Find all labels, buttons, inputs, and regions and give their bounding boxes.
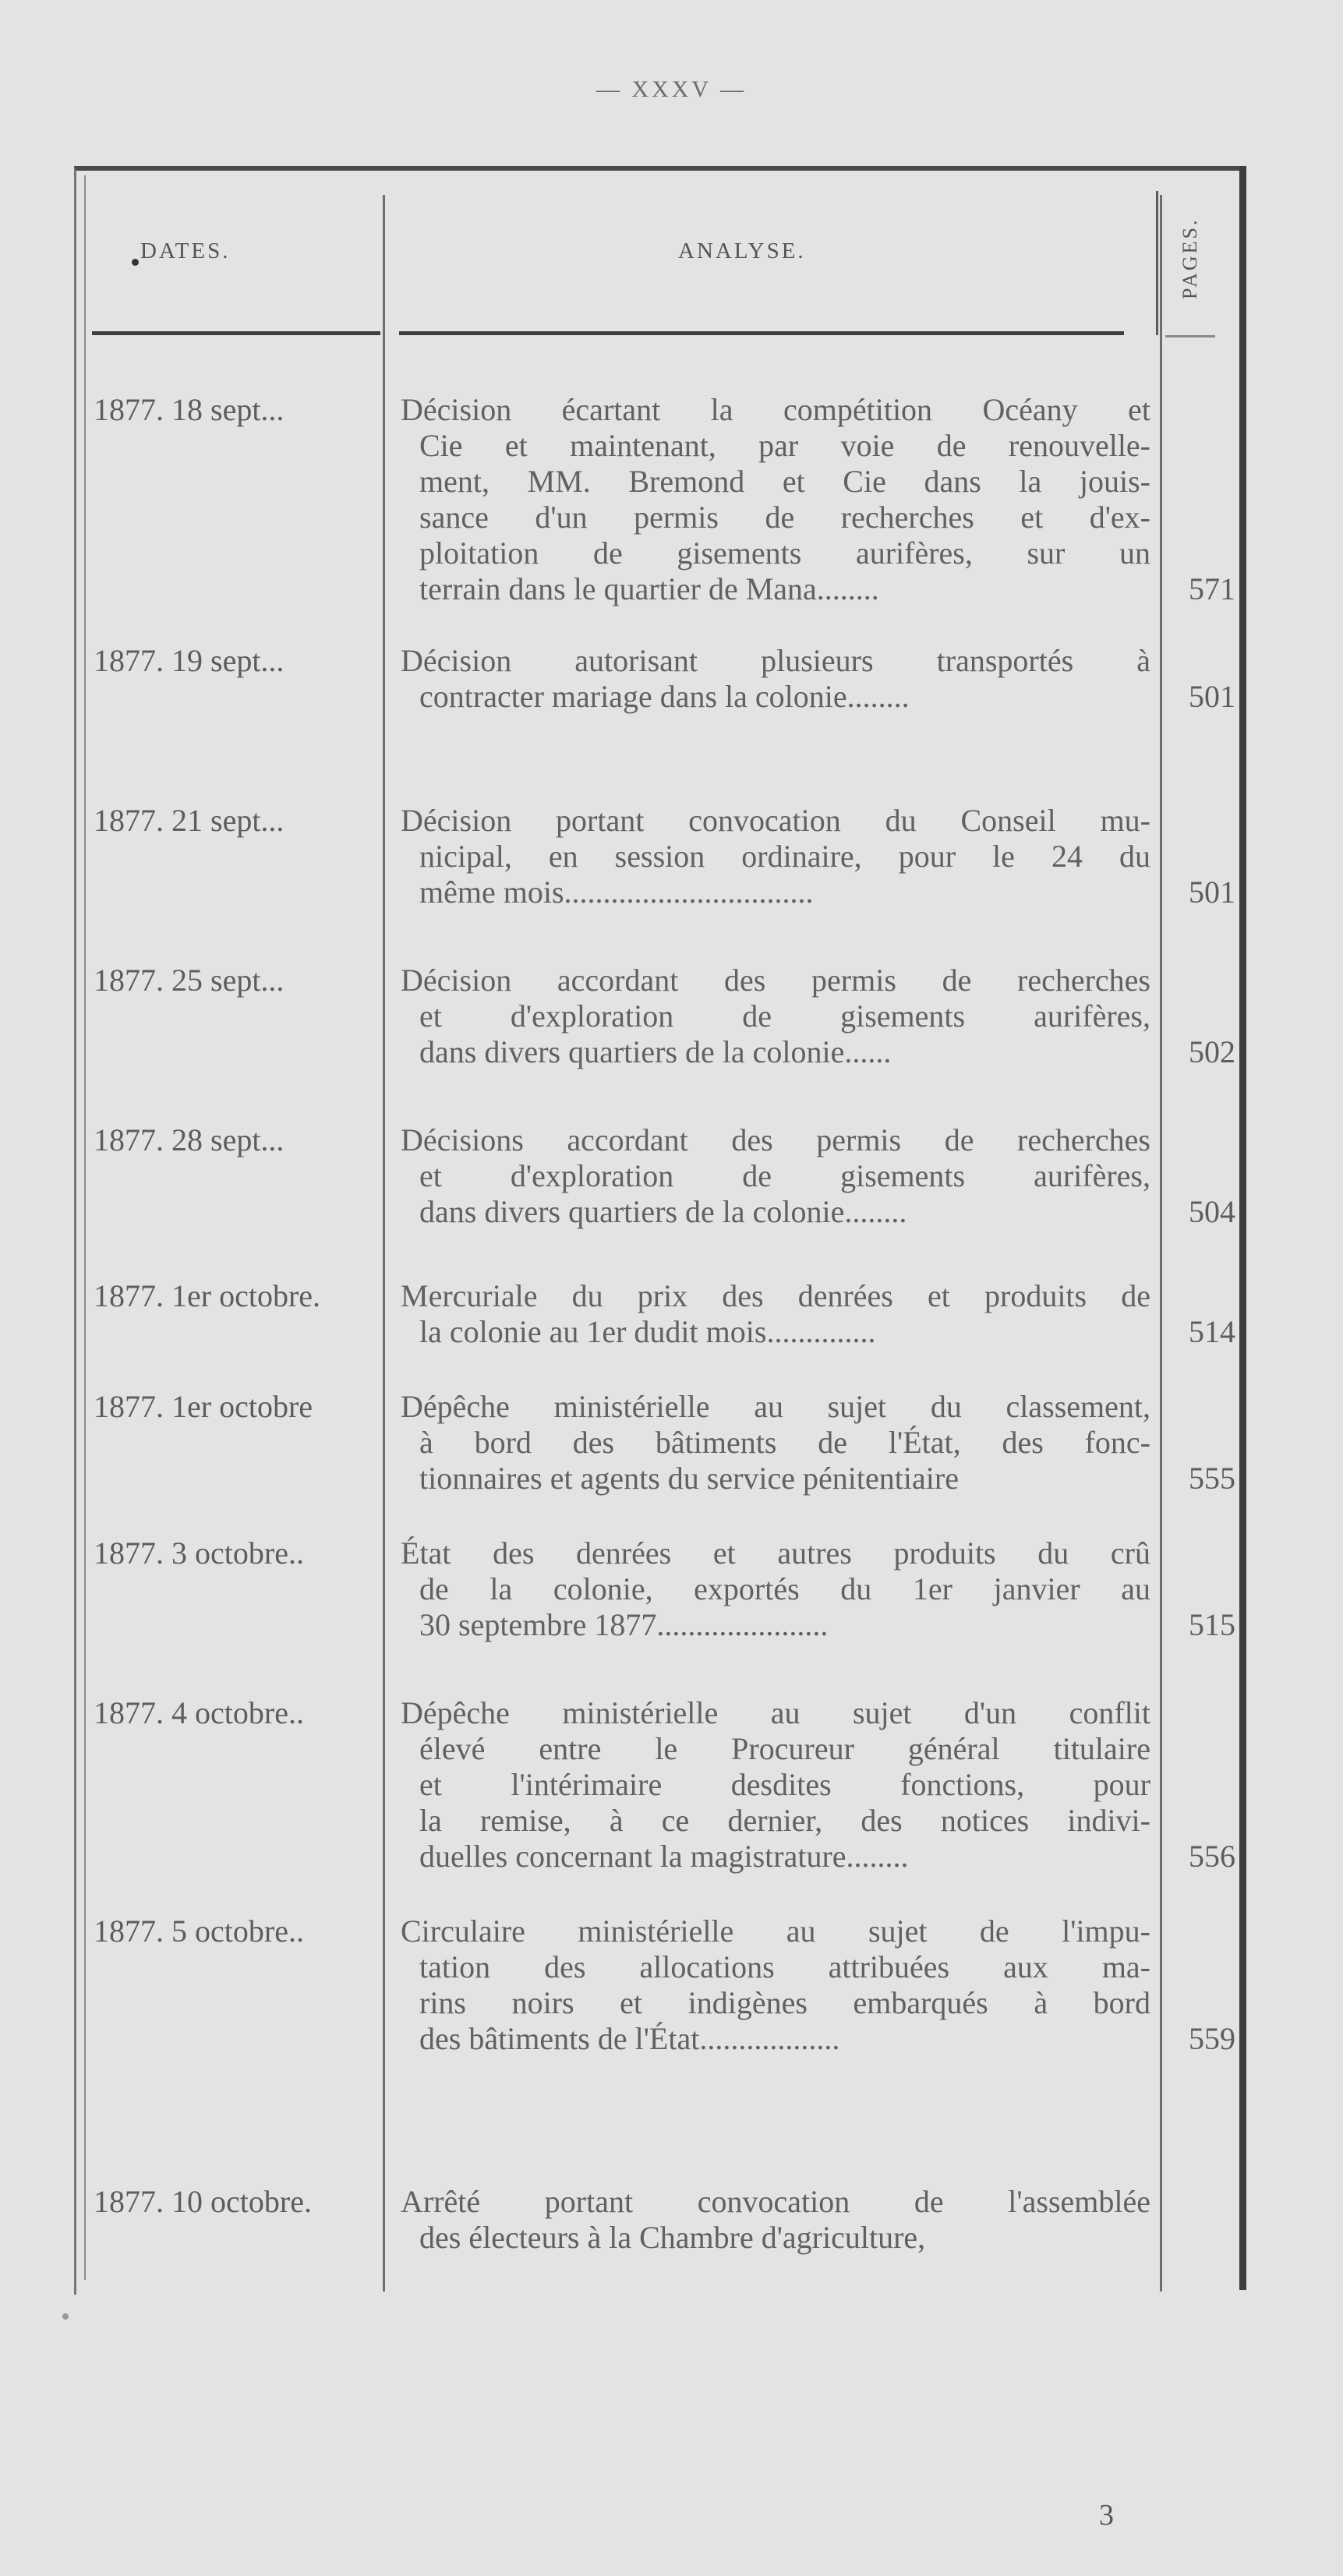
analysis-line: tation des allocations attribuées aux ma- [419,1949,1150,1984]
entry-date: 1877. 4 octobre.. [94,1695,304,1730]
column-separator-pages [1160,195,1162,2292]
entry-analysis [401,963,1150,1070]
entry-page-number: 501 [1189,875,1235,910]
table-frame-right-edge [1239,166,1246,2290]
table-inner-left-rule [84,175,86,2280]
entry-analysis [401,643,1150,715]
ink-dot [132,259,139,266]
running-head: — XXXV — [596,76,747,102]
column-separator-dates [383,195,385,2292]
entry-date: 1877. 5 octobre.. [94,1913,304,1949]
analysis-line: terrain dans le quartier de Mana........ [419,571,879,606]
entry-date: 1877. 25 sept... [94,963,285,998]
header-dates: DATES. [140,239,231,263]
analysis-line: ment, MM. Bremond et Cie dans la jouis- [419,464,1150,499]
entry-analysis [401,803,1150,910]
entry-page-number: 559 [1189,2021,1235,2056]
entry-date: 1877. 21 sept... [94,803,285,838]
paper-speck [62,2313,69,2320]
entry-date: 1877. 1er octobre [94,1389,313,1424]
analysis-line: Dépêche ministérielle au sujet du classement, [401,1389,1150,1424]
header-pages: PAGES. [1179,217,1201,300]
entry-date: 1877. 19 sept... [94,643,285,678]
analysis-line: des électeurs à la Chambre d'agriculture, [419,2220,926,2255]
entry-analysis [401,1278,1150,1350]
analysis-line: de la colonie, exportés du 1er janvier au [419,1571,1150,1606]
entry-date: 1877. 18 sept... [94,392,285,427]
analysis-line: ploitation de gisements aurifères, sur un [419,535,1150,571]
analysis-line: la remise, à ce dernier, des notices indivi- [419,1803,1150,1838]
analysis-line: Arrêté portant convocation de l'assemblée [401,2184,1150,2219]
analysis-line: Circulaire ministérielle au sujet de l'impu- [401,1913,1150,1949]
entry-analysis [401,1122,1150,1230]
analysis-line: tionnaires et agents du service pénitentiaire [419,1461,959,1496]
entry-page-number: 514 [1189,1314,1235,1349]
entry-page-number: 502 [1189,1034,1235,1069]
analysis-line: et l'intérimaire desdites fonctions, pour [419,1767,1150,1802]
entry-date: 1877. 1er octobre. [94,1278,321,1313]
entry-analysis [401,392,1150,607]
header-rule-dates [92,331,380,335]
pages-header-rule [1156,191,1158,335]
entry-page-number: 555 [1189,1461,1235,1496]
entry-analysis [401,1535,1150,1643]
header-rule-pages [1165,335,1215,337]
entry-page-number: 571 [1189,571,1235,606]
analysis-line: Cie et maintenant, par voie de renouvelle- [419,428,1150,463]
entry-page-number: 504 [1189,1194,1235,1229]
entry-page-number: 556 [1189,1839,1235,1874]
entry-analysis [401,1695,1150,1875]
analysis-line: 30 septembre 1877...................... [419,1607,829,1642]
analysis-line: des bâtiments de l'État.................. [419,2021,840,2056]
analysis-line: Dépêche ministérielle au sujet d'un conflit [401,1695,1150,1730]
entry-analysis [401,2184,1150,2256]
header-analyse: ANALYSE. [678,239,806,263]
analysis-line: même mois................................ [419,875,814,910]
analysis-line: Décision écartant la compétition Océany et [401,392,1150,427]
entry-analysis [401,1913,1150,2057]
entry-date: 1877. 10 octobre. [94,2184,312,2219]
analysis-line: Décision portant convocation du Conseil mu- [401,803,1150,838]
entry-page-number: 515 [1189,1607,1235,1642]
analysis-line: à bord des bâtiments de l'État, des fonc- [419,1425,1150,1460]
analysis-line: et d'exploration de gisements aurifères, [419,1158,1150,1193]
analysis-line: nicipal, en session ordinaire, pour le 24 du [419,839,1150,874]
entry-analysis [401,1389,1150,1496]
analysis-line: rins noirs et indigènes embarqués à bord [419,1985,1150,2020]
analysis-line: dans divers quartiers de la colonie........ [419,1194,907,1229]
analysis-line: dans divers quartiers de la colonie...... [419,1034,892,1069]
analysis-line: État des denrées et autres produits du crû [401,1535,1150,1571]
analysis-line: la colonie au 1er dudit mois.............. [419,1314,876,1349]
analysis-line: sance d'un permis de recherches et d'ex- [419,500,1150,535]
analysis-line: Décision accordant des permis de recherches [401,963,1150,998]
analysis-line: élevé entre le Procureur général titulaire [419,1731,1150,1766]
analysis-line: Décision autorisant plusieurs transportés à [401,643,1150,678]
entry-page-number: 501 [1189,679,1235,714]
analysis-line: contracter mariage dans la colonie........ [419,679,910,714]
entry-date: 1877. 28 sept... [94,1122,285,1157]
entry-date: 1877. 3 octobre.. [94,1535,304,1571]
analysis-line: Mercuriale du prix des denrées et produits de [401,1278,1150,1313]
header-rule-analyse [399,331,1124,335]
analysis-line: duelles concernant la magistrature........ [419,1839,909,1874]
analysis-line: et d'exploration de gisements aurifères, [419,998,1150,1034]
page-folio: 3 [1099,2499,1114,2532]
analysis-line: Décisions accordant des permis de recherches [401,1122,1150,1157]
